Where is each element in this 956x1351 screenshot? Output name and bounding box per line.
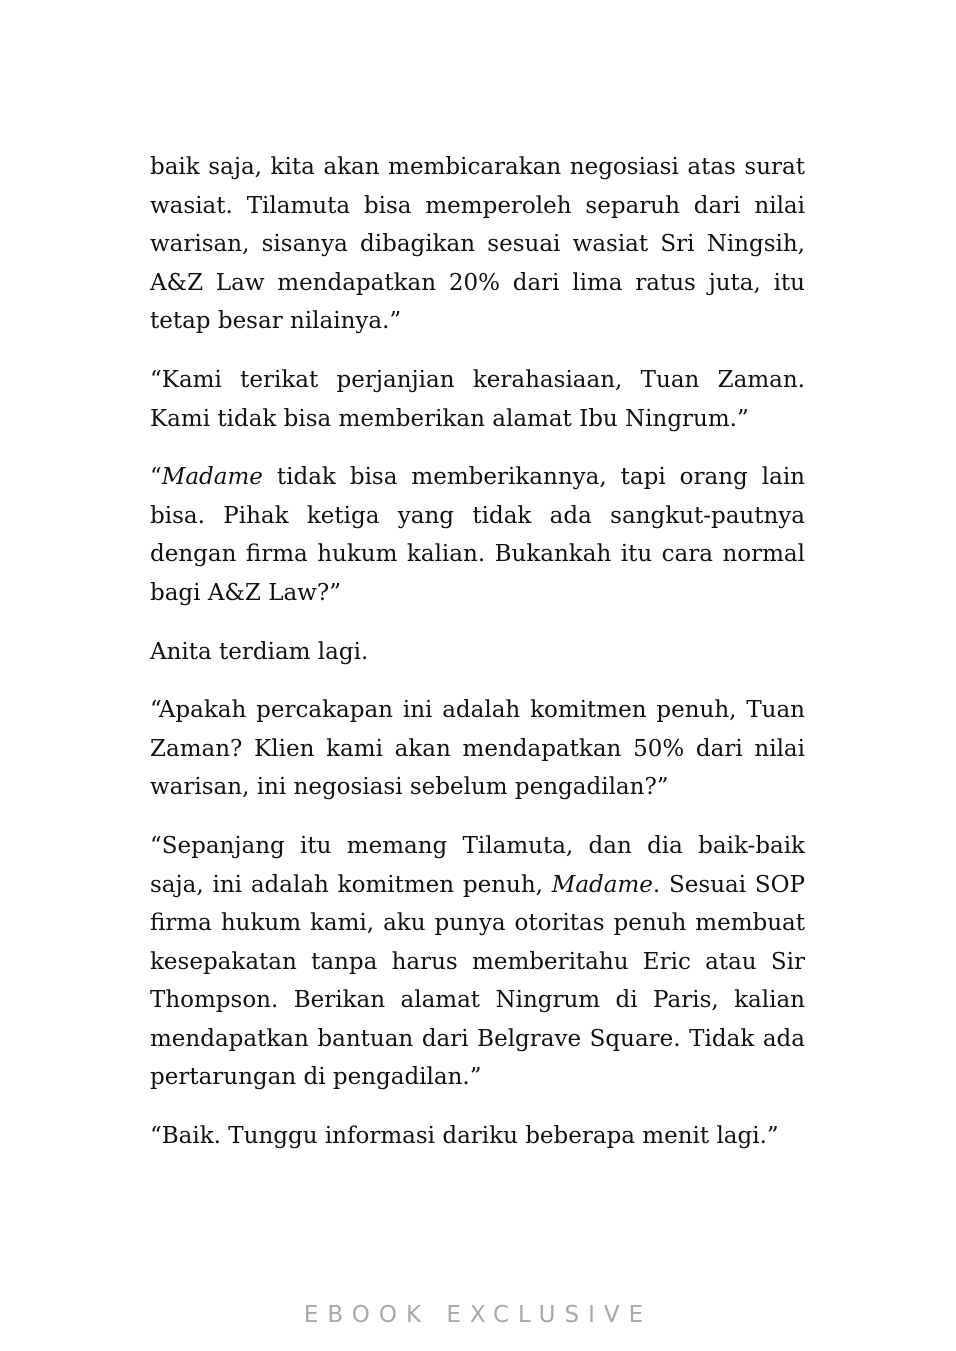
page-body bbox=[150, 148, 805, 1156]
paragraph-5: “Apakah percakapan ini adalah komitmen penuh, Tuan Zaman? Klien kami akan mendapatkan 50% dari nilai warisan, ini negosiasi sebelum pengadilan?” bbox=[150, 697, 805, 801]
paragraph-3 bbox=[150, 458, 805, 612]
paragraph-6-after: . Sesuai SOP firma hukum kami, aku punya otoritas penuh membuat kesepakatan tanpa harus memberitahu Eric atau Sir Thompson. Berikan alamat Ningrum di Paris, kalian mendapatkan bantuan dari Belgrave Square. Tidak ada pertarungan di pengadilan.” bbox=[150, 871, 805, 1091]
paragraph-6-before: “Sepanjang itu memang Tilamuta, dan dia baik-baik saja, ini adalah komitmen penuh, bbox=[150, 832, 805, 898]
paragraph-3-italic: Madame bbox=[161, 464, 263, 491]
paragraph-6 bbox=[150, 827, 805, 1097]
paragraph-3-open-quote: “ bbox=[150, 464, 162, 491]
paragraph-3-rest: tidak bisa memberikannya, tapi orang lain bisa. Pihak ketiga yang tidak ada sangkut-pautnya dengan firma hukum kalian. Bukankah itu cara normal bagi A&Z Law?” bbox=[150, 464, 805, 606]
paragraph-2: “Kami terikat perjanjian kerahasiaan, Tuan Zaman. Kami tidak bisa memberikan alamat Ibu Ningrum.” bbox=[150, 366, 805, 432]
paragraph-6-italic: Madame bbox=[551, 871, 653, 898]
paragraph-7: “Baik. Tunggu informasi dariku beberapa menit lagi.” bbox=[150, 1123, 779, 1150]
paragraph-1: baik saja, kita akan membicarakan negosiasi atas surat wasiat. Tilamuta bisa memperoleh separuh dari nilai warisan, sisanya dibagikan sesuai wasiat Sri Ningsih, A&Z Law mendapatkan 20% dari lima ratus juta, itu tetap besar nilainya.” bbox=[150, 154, 805, 335]
paragraph-4: Anita terdiam lagi. bbox=[150, 638, 369, 665]
footer-label: EBOOK EXCLUSIVE bbox=[303, 1302, 653, 1328]
